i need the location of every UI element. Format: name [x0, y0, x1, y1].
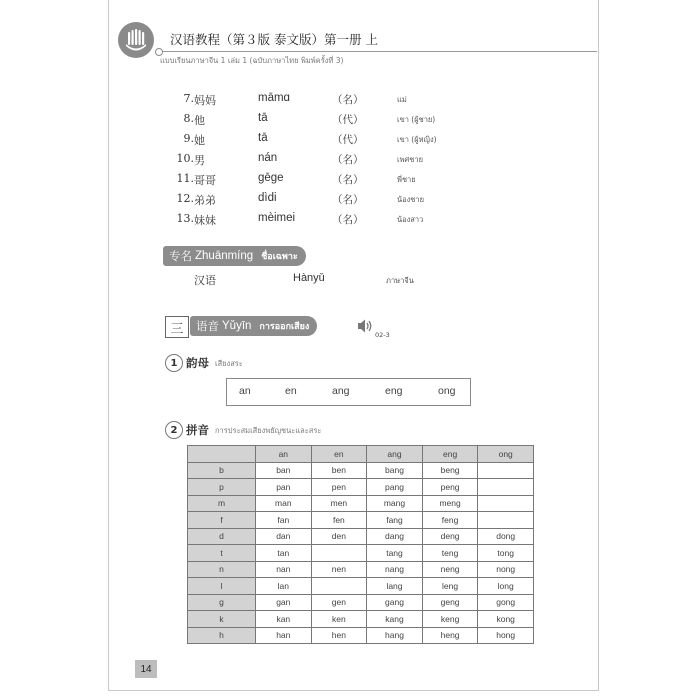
column-header: en	[311, 446, 367, 463]
audio-track-code: 02-3	[375, 331, 390, 339]
proper-noun-pinyin: Hànyǔ	[293, 272, 325, 284]
vocab-pinyin: tā	[258, 132, 268, 144]
initial-cell: b	[188, 462, 256, 479]
vocab-pos: （代）	[332, 114, 364, 126]
table-cell: kan	[256, 611, 312, 628]
subsection-number: 2	[165, 421, 183, 439]
final-item: eng	[385, 385, 403, 397]
final-item: ang	[332, 385, 350, 397]
table-cell: fen	[311, 512, 367, 529]
table-cell: kong	[478, 611, 534, 628]
table-cell: meng	[422, 495, 478, 512]
vocab-thai: แม่	[397, 95, 407, 104]
table-cell: kang	[367, 611, 423, 628]
table-cell: nan	[256, 561, 312, 578]
initial-cell: l	[188, 578, 256, 595]
table-cell: nang	[367, 561, 423, 578]
table-cell: gong	[478, 594, 534, 611]
table-cell: tang	[367, 545, 423, 562]
table-header-row	[188, 446, 534, 463]
table-row	[188, 479, 534, 496]
vocab-thai: น้องสาว	[397, 215, 424, 224]
banner-thai: ชื่อเฉพาะ	[261, 252, 298, 262]
initial-cell: g	[188, 594, 256, 611]
table-cell: mang	[367, 495, 423, 512]
vocab-number: 10.	[176, 152, 194, 165]
table-cell: nen	[311, 561, 367, 578]
vocab-hanzi: 他	[194, 114, 205, 127]
initial-cell: m	[188, 495, 256, 512]
vocab-row	[172, 172, 502, 192]
table-cell	[478, 495, 534, 512]
subsection-note: เสียงสระ	[215, 359, 243, 368]
vocab-pos: （代）	[332, 134, 364, 146]
table-cell: pan	[256, 479, 312, 496]
table-cell: ken	[311, 611, 367, 628]
vocab-row	[172, 192, 502, 212]
speaker-icon[interactable]	[356, 318, 374, 338]
table-cell: tan	[256, 545, 312, 562]
table-cell: hang	[367, 627, 423, 644]
table-cell: bang	[367, 462, 423, 479]
vocab-number: 12.	[176, 192, 194, 205]
table-cell	[311, 545, 367, 562]
table-cell: man	[256, 495, 312, 512]
table-cell: beng	[422, 462, 478, 479]
table-cell: dang	[367, 528, 423, 545]
banner-pinyin: Yǔyīn	[222, 320, 252, 332]
final-item: an	[239, 385, 251, 397]
initial-cell: n	[188, 561, 256, 578]
table-row	[188, 561, 534, 578]
vocab-hanzi: 男	[194, 154, 205, 167]
vocab-hanzi: 妹妹	[194, 214, 216, 227]
column-header: eng	[422, 446, 478, 463]
header-subtitle: แบบเรียนภาษาจีน 1 เล่ม 1 (ฉบับภาษาไทย พิมพ์ครั้งที่ 3)	[160, 56, 344, 65]
initial-cell: t	[188, 545, 256, 562]
initial-cell: h	[188, 627, 256, 644]
initial-cell: f	[188, 512, 256, 529]
vocab-number: 9.	[183, 132, 194, 145]
pronunciation-banner	[190, 316, 317, 336]
table-cell: dan	[256, 528, 312, 545]
table-row	[188, 528, 534, 545]
table-cell: teng	[422, 545, 478, 562]
page-number: 14	[135, 660, 157, 678]
subsection-number: 1	[165, 354, 183, 372]
finals-box	[226, 378, 471, 406]
banner-hanzi: 专名	[169, 249, 192, 263]
header-rule	[158, 51, 597, 52]
table-cell: hong	[478, 627, 534, 644]
vocab-row	[172, 212, 502, 232]
table-cell: gen	[311, 594, 367, 611]
vocab-thai: พี่ชาย	[397, 175, 416, 184]
vocab-row	[172, 132, 502, 152]
table-cell: long	[478, 578, 534, 595]
vocab-pinyin: māmɑ	[258, 92, 290, 104]
book-logo-icon	[118, 22, 154, 58]
subsection-note: การประสมเสียงพยัญชนะและสระ	[215, 426, 322, 435]
vocab-number: 7.	[183, 92, 194, 105]
vocab-number: 11.	[176, 172, 194, 185]
vocab-hanzi: 她	[194, 134, 205, 147]
vocab-pinyin: gēge	[258, 172, 284, 184]
table-corner-cell	[188, 446, 256, 463]
vocab-thai: เขา (ผู้ชาย)	[397, 115, 436, 124]
vocab-pinyin: nán	[258, 152, 278, 164]
vocab-row	[172, 112, 502, 132]
vocab-pos: （名）	[332, 174, 364, 186]
table-cell: ben	[311, 462, 367, 479]
table-cell: gang	[367, 594, 423, 611]
table-cell: dong	[478, 528, 534, 545]
table-cell: lan	[256, 578, 312, 595]
table-cell: hen	[311, 627, 367, 644]
vocab-row	[172, 152, 502, 172]
vocab-pos: （名）	[332, 214, 364, 226]
vocab-row	[172, 92, 502, 112]
table-cell: men	[311, 495, 367, 512]
table-cell: peng	[422, 479, 478, 496]
vocab-thai: น้องชาย	[397, 195, 424, 204]
banner-pinyin: Zhuānmíng	[195, 250, 254, 262]
vocab-hanzi: 弟弟	[194, 194, 216, 207]
vocab-pinyin: mèimei	[258, 212, 296, 224]
table-row	[188, 578, 534, 595]
table-cell: ban	[256, 462, 312, 479]
table-cell: geng	[422, 594, 478, 611]
vocab-pos: （名）	[332, 154, 364, 166]
table-row	[188, 495, 534, 512]
table-cell	[478, 479, 534, 496]
vocab-pos: （名）	[332, 94, 364, 106]
banner-thai: การออกเสียง	[259, 322, 310, 332]
table-row	[188, 545, 534, 562]
initial-cell: k	[188, 611, 256, 628]
header-title: 汉语教程（第３版 泰文版）第一册 上	[170, 32, 378, 47]
column-header: an	[256, 446, 312, 463]
table-cell: keng	[422, 611, 478, 628]
table-cell: pen	[311, 479, 367, 496]
table-cell: lang	[367, 578, 423, 595]
banner-hanzi: 语音	[196, 319, 219, 333]
vocab-thai: เพศชาย	[397, 155, 423, 164]
table-cell: gan	[256, 594, 312, 611]
final-item: ong	[438, 385, 456, 397]
table-cell: pang	[367, 479, 423, 496]
table-row	[188, 594, 534, 611]
initial-cell: p	[188, 479, 256, 496]
table-cell: han	[256, 627, 312, 644]
section-number-box: 三	[165, 316, 189, 338]
column-header: ang	[367, 446, 423, 463]
table-cell: deng	[422, 528, 478, 545]
proper-noun-thai: ภาษาจีน	[386, 276, 414, 285]
table-row	[188, 462, 534, 479]
vocab-hanzi: 哥哥	[194, 174, 216, 187]
table-cell: feng	[422, 512, 478, 529]
table-row	[188, 512, 534, 529]
initial-cell: d	[188, 528, 256, 545]
table-cell: fang	[367, 512, 423, 529]
pinyin-table	[187, 445, 534, 644]
proper-noun-banner	[163, 246, 306, 266]
proper-noun-hanzi: 汉语	[194, 274, 216, 287]
table-row	[188, 627, 534, 644]
subsection-title: 韵母	[186, 356, 209, 370]
vocab-number: 13.	[176, 212, 194, 225]
vocab-pinyin: dìdi	[258, 192, 277, 204]
subsection-title: 拼音	[186, 423, 209, 437]
final-item: en	[285, 385, 297, 397]
table-cell: heng	[422, 627, 478, 644]
vocab-hanzi: 妈妈	[194, 94, 216, 107]
column-header: ong	[478, 446, 534, 463]
table-cell: leng	[422, 578, 478, 595]
table-cell: fan	[256, 512, 312, 529]
vocab-thai: เขา (ผู้หญิง)	[397, 135, 437, 144]
table-cell	[478, 462, 534, 479]
table-row	[188, 611, 534, 628]
table-cell	[478, 512, 534, 529]
table-cell	[311, 578, 367, 595]
table-cell: den	[311, 528, 367, 545]
table-cell: nong	[478, 561, 534, 578]
vocab-number: 8.	[183, 112, 194, 125]
table-cell: neng	[422, 561, 478, 578]
table-cell: tong	[478, 545, 534, 562]
vocab-pinyin: tā	[258, 112, 268, 124]
vocab-pos: （名）	[332, 194, 364, 206]
